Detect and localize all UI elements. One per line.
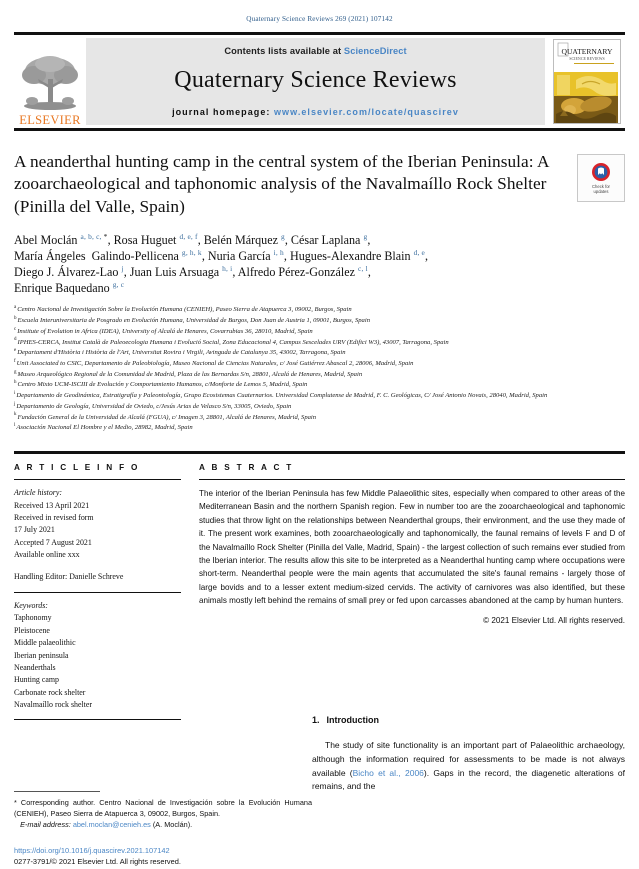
introduction-heading — [312, 715, 625, 725]
affiliation-marker: f — [14, 358, 16, 364]
footnote-star: * — [14, 798, 17, 807]
abstract-rule — [199, 479, 625, 480]
contents-available-line — [224, 46, 406, 56]
affiliation-marker: c — [14, 326, 17, 332]
affiliation-item: $^j$Departamento de Geología, Universidad de Oviedo, c/Jesús Arias de Velasco S/n, 33005, Oviedo, Spain — [14, 401, 292, 410]
intro-text-post: ). Gaps in the record, the diagenetic alterations of remains, and the — [312, 767, 626, 792]
page-title: A neanderthal hunting camp in the central system of the Iberian Peninsula: A zooarchaeological and taphonomic analysis of the Navalmaíllo Rock Shelter (Pinilla del Valle, Spain) — [14, 152, 549, 216]
keywords-rule — [14, 592, 181, 593]
sciencedirect-link[interactable]: ScienceDirect — [343, 46, 407, 56]
crossmark-label — [592, 184, 610, 195]
contents-prefix: Contents lists available at — [224, 46, 344, 56]
doi-block — [14, 845, 312, 868]
affiliation-marker: l — [14, 423, 16, 429]
article-history-lines — [14, 500, 181, 562]
keyword-item: Hunting camp — [14, 675, 59, 685]
affiliation-item: $^l$Asociación Nacional El Hombre y el Medio, 28982, Madrid, Spain — [14, 423, 193, 432]
affiliation-item: $^k$Fundación General de la Universidad de Alcalá (FGUA), c/ Imagen 3, 28801, Alcalá de Henares, Madrid, Spain — [14, 412, 317, 421]
affiliation-item: $^d$IPHES-CERCA, Institut Català de Paleoecologia Humana i Evolució Social, Zona Educacional 4, Campus Sescelades URV (Edifici W3), 43007, Tarragona, Spain — [14, 337, 449, 346]
article-info-column — [14, 463, 199, 720]
running-head: Quaternary Science Reviews 269 (2021) 107142 — [246, 15, 393, 23]
abstract-column — [199, 463, 625, 720]
svg-text:QUATERNARY: QUATERNARY — [561, 47, 613, 56]
article-history-block — [14, 487, 181, 583]
affiliation-item: $^c$Institute of Evolution in Africa (IDEA), University of Alcalá de Henares, Covarrubias 36, 28010, Madrid, Spain — [14, 326, 313, 335]
abstract-text: The interior of the Iberian Peninsula has few Middle Palaeolithic sites, especially when compared to other areas of the Mediterranean Basin and the northern Spanish region. Few in number too are the zooarchaeological and taphonomic studies that throw light on the relationships between Neanderthal groups, their environment, and the use they made of it. The present work examines, both zooarchaeologically and taphonomically, the faunal remains of levels F and D of the Navalmaíllo Rock Shelter (Pinilla del Valle, Madrid, Spain) - the largest collection of such remains ever studied from the Iberian interior. The results allow this site to be interpreted as a Neanderthal hunting camp where occupations were short-term. Neanderthal people were the main agents that accumulated the site's faunal remains - largely those of large bovids and to a lesser extent medium-sized cervids. The activity of carnivores was also identified, but these animals mostly left behind the remains of small prey or fed upon carcasses abandoned at the camp by human hunters. — [199, 489, 625, 605]
masthead-center — [86, 38, 545, 125]
affiliation-item: $^e$Departament d'Història i Història de l'Art, Universitat Rovira i Virgili, Avinguda de Catalunya 35, 43002, Tarragona, Spain — [14, 348, 346, 357]
intro-text-pre: The study of site functionality is an important part of Palaeolithic archaeology, although the information required for assessments to be made is not always available ( — [312, 740, 625, 778]
article-history-item: 17 July 2021 — [14, 525, 55, 535]
keyword-item: Taphonomy — [14, 613, 52, 623]
affiliation-marker: d — [14, 337, 17, 343]
elsevier-tree-icon — [20, 51, 80, 113]
elsevier-wordmark: ELSEVIER — [19, 112, 81, 127]
crossmark-line1: Check for — [592, 183, 610, 189]
article-history-item: Received in revised form — [14, 512, 94, 522]
crossmark-badge[interactable] — [577, 154, 625, 202]
footnote-rule — [14, 791, 100, 792]
affiliation-list — [14, 305, 625, 434]
keywords-lines — [14, 612, 181, 711]
affiliation-marker: h — [14, 380, 17, 386]
svg-text:SCIENCE REVIEWS: SCIENCE REVIEWS — [569, 56, 605, 61]
keyword-item: Pleistocene — [14, 625, 50, 635]
article-history-item: Accepted 7 August 2021 — [14, 537, 92, 547]
journal-cover-image — [554, 40, 618, 123]
affiliation-marker: e — [14, 348, 17, 354]
affiliation-item: $^f$Unit Associated to CSIC, Departamento de Paleobiología, Museo Nacional de Ciencias Naturales, c/ José Gutiérrez Abascal 2, 28006, Madrid, Spain — [14, 358, 414, 367]
journal-cover-thumbnail — [553, 39, 621, 124]
introduction-number: 1. — [312, 715, 320, 725]
homepage-prefix: journal homepage: — [172, 107, 274, 117]
introduction-title: Introduction — [326, 715, 380, 725]
article-history-item: Available online xxx — [14, 550, 80, 560]
issn-copyright: 0277-3791/© 2021 Elsevier Ltd. All rights reserved. — [14, 857, 181, 867]
doi-link[interactable]: https://doi.org/10.1016/j.quascirev.2021.107142 — [14, 846, 170, 855]
elsevier-logo — [14, 35, 86, 128]
affiliation-marker: b — [14, 315, 17, 321]
footnote-text — [14, 797, 312, 830]
crossmark-line2: updates — [593, 189, 609, 194]
author-list: Abel Moclán $^{a, b, c,}$ *, Rosa Huguet $^{d, e, f}$, Belén Márquez $^g$, César Laplana $^g$, María Ángeles Galindo-Pellicena $^{g, h, k}$, Nuria García $^{i, h}$, Hugues-Alexandre Blain $^{d, e}$, Diego J. Álvarez-Lao $^j$, Juan Luis Arsuaga $^{h, i}$, Alfredo Pérez-González $^{c, l}$, Enrique Baquedano $^{g, c}$ — [14, 232, 429, 295]
lower-columns — [14, 715, 626, 867]
keyword-item: Middle palaeolithic — [14, 638, 76, 648]
journal-masthead — [14, 32, 625, 131]
handling-editor: Handling Editor: Danielle Schreve — [14, 571, 124, 581]
journal-homepage-link[interactable]: www.elsevier.com/locate/quascirev — [274, 107, 459, 117]
journal-homepage-line — [172, 107, 459, 117]
article-history-item: Received 13 April 2021 — [14, 500, 90, 510]
introduction-paragraph — [312, 739, 625, 794]
corresponding-author-footnote — [14, 791, 312, 830]
affiliation-marker: k — [14, 412, 17, 418]
affiliation-marker: j — [14, 401, 16, 407]
affiliation-item: $^g$Museo Arqueológico Regional de la Comunidad de Madrid, Plaza de las Bernardas S/n, 28801, Alcalá de Henares, Madrid, Spain — [14, 369, 363, 378]
footnote-corresponding: Corresponding author. Centro Nacional de Investigación sobre la Evolución Humana (CENIEH), Paseo Sierra de Atapuerca 3, 09002, Burgos, Spain. — [14, 798, 312, 819]
keywords-block — [14, 600, 181, 712]
affiliation-marker: a — [14, 305, 17, 311]
crossmark-icon — [591, 162, 611, 182]
article-info-rule — [14, 479, 181, 480]
email-suffix: (A. Moclán). — [150, 820, 193, 830]
email-link[interactable]: abel.moclan@cenieh.es — [72, 820, 151, 830]
inline-citation[interactable]: Bicho et al., 2006 — [352, 767, 424, 778]
keywords-label: Keywords: — [14, 600, 48, 610]
affiliation-marker: i — [14, 391, 16, 397]
keyword-item: Iberian peninsula — [14, 650, 69, 660]
affiliation-item: $^h$Centro Mixto UCM-ISCIII de Evolución y Comportamiento Humanos, c/Monforte de Lemos 5, Madrid, Spain — [14, 380, 308, 389]
keyword-item: Neanderthals — [14, 663, 56, 673]
affiliation-marker: g — [14, 369, 17, 375]
keyword-item: Navalmaíllo rock shelter — [14, 700, 93, 710]
abstract-copyright: © 2021 Elsevier Ltd. All rights reserved. — [483, 616, 625, 626]
article-info-heading: A R T I C L E I N F O — [14, 463, 140, 473]
title-section — [14, 151, 625, 218]
affiliation-item: $^i$Departamento de Geodinámica, Estratigrafía y Paleontología, Grupo Ecosistemas Cuaternarios. Universidad Complutense de Madrid, F. C. Geológicas, C/ José Antonio Novais, 28040, Madrid, Spain — [14, 391, 548, 400]
title-column — [14, 151, 577, 218]
keyword-item: Carbonate rock shelter — [14, 687, 86, 697]
introduction-column — [312, 715, 625, 794]
affiliation-item: $^b$Escuela Interuniversitaria de Posgrado en Evolución Humana, Universidad de Burgos, Don Juan de Austria 1, 09001, Burgos, Spain — [14, 315, 370, 325]
abstract-heading: A B S T R A C T — [199, 463, 294, 473]
journal-title: Quaternary Science Reviews — [174, 67, 457, 93]
article-history-label: Article history: — [14, 488, 62, 498]
info-abstract-band — [14, 451, 625, 720]
email-label: E-mail address: — [20, 820, 73, 830]
footnote-column — [14, 715, 312, 867]
affiliation-item: $^a$Centro Nacional de Investigación Sobre la Evolución Humana (CENIEH), Paseo Sierra de Atapuerca 3, 09002, Burgos, Spain — [14, 305, 352, 314]
